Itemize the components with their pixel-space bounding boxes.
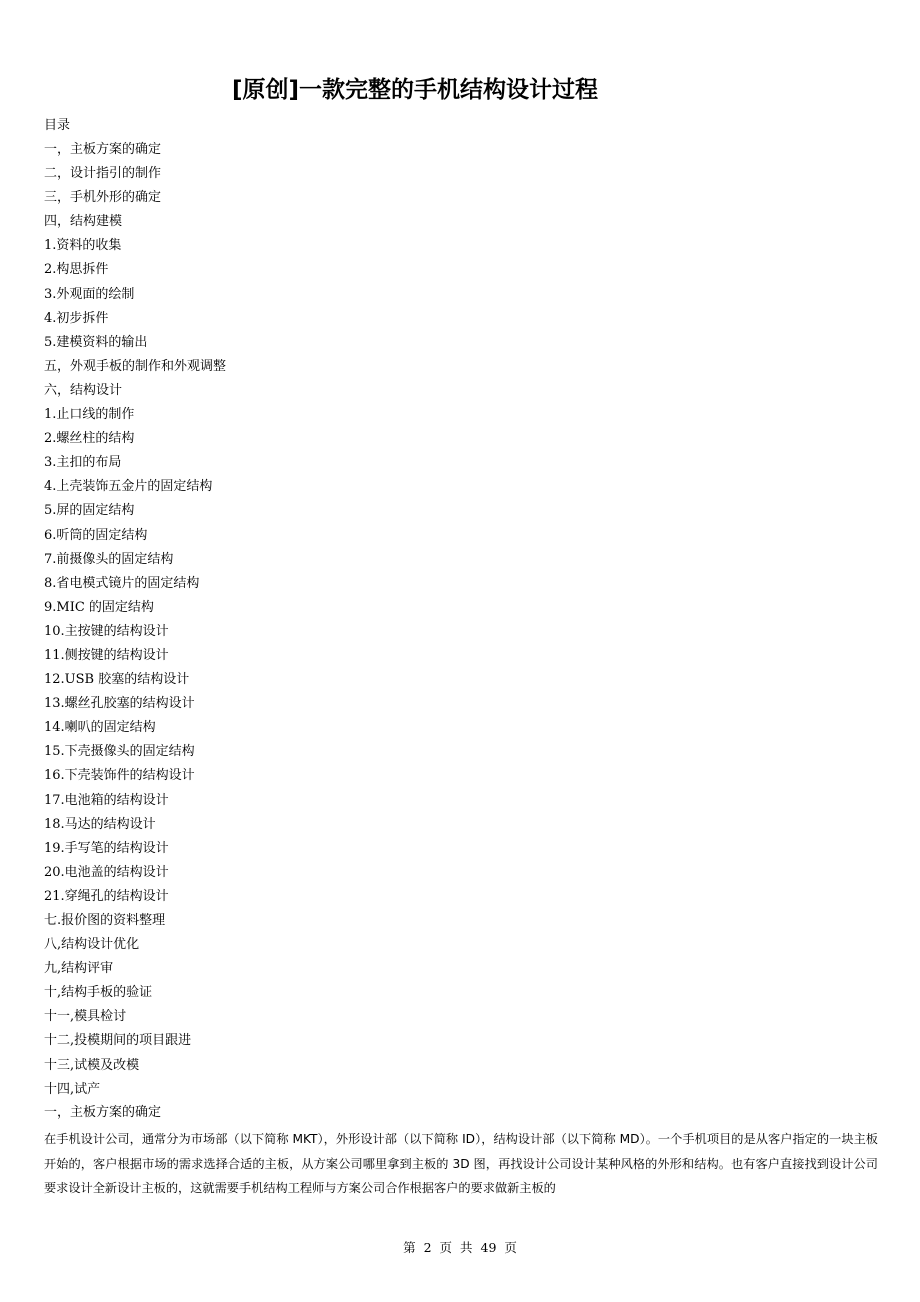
body-paragraph: 在手机设计公司，通常分为市场部（以下简称 MKT），外形设计部（以下简称 ID），结构设计部（以下简称 MD）。一个手机项目的是从客户指定的一块主板开始的，客户根据市场的需求选择合适的主板，从方案公司哪里拿到主板的 3D 图，再找设计公司设计某种风格的外形和结构。也有客户直接找到设计公司要求设计全新设计主板的，这就需要手机结构工程师与方案公司合作根据客户的要求做新主板的 bbox=[44, 1132, 878, 1195]
toc-item: 2.螺丝柱的结构 bbox=[44, 431, 135, 447]
toc-item: 16.下壳装饰件的结构设计 bbox=[44, 768, 195, 784]
toc-item: 17.电池箱的结构设计 bbox=[44, 792, 169, 808]
toc-item: 一，主板方案的确定 bbox=[44, 142, 162, 157]
toc-item: 11.侧按键的结构设计 bbox=[44, 647, 169, 663]
toc-item: 1.资料的收集 bbox=[44, 238, 122, 254]
toc-item: 7.前摄像头的固定结构 bbox=[44, 551, 174, 567]
toc-item: 六，结构设计 bbox=[44, 382, 123, 398]
toc-item: 13.螺丝孔胶塞的结构设计 bbox=[44, 696, 195, 712]
toc-heading: 目录 bbox=[44, 118, 71, 133]
toc-item: 3.外观面的绘制 bbox=[44, 286, 135, 302]
toc-item: 1.止口线的制作 bbox=[44, 407, 135, 423]
toc-item: 21.穿绳孔的结构设计 bbox=[44, 888, 169, 904]
toc-item: 八,结构设计优化 bbox=[44, 937, 140, 953]
toc-item: 十,结构手板的验证 bbox=[44, 985, 153, 1001]
toc-item: 五，外观手板的制作和外观调整 bbox=[44, 358, 227, 374]
section-heading: 一，主板方案的确定 bbox=[44, 1105, 162, 1120]
toc-item: 三，手机外形的确定 bbox=[44, 190, 162, 206]
toc-item: 十四,试产 bbox=[44, 1081, 101, 1097]
toc-item: 14.喇叭的固定结构 bbox=[44, 720, 156, 736]
table-of-contents bbox=[44, 140, 226, 1104]
toc-item: 20.电池盖的结构设计 bbox=[44, 864, 169, 880]
toc-item: 12.USB 胶塞的结构设计 bbox=[44, 672, 190, 688]
toc-item: 十一,模具检讨 bbox=[44, 1009, 127, 1025]
toc-item: 8.省电模式镜片的固定结构 bbox=[44, 575, 200, 591]
page-footer bbox=[0, 1238, 920, 1258]
toc-item: 9.MIC 的固定结构 bbox=[44, 599, 154, 615]
toc-item: 5.屏的固定结构 bbox=[44, 503, 135, 519]
footer-suffix: 页 bbox=[504, 1240, 517, 1255]
toc-item: 3.主扣的布局 bbox=[44, 455, 122, 471]
footer-current-page: 2 bbox=[423, 1240, 432, 1255]
footer-page-label: 页 bbox=[439, 1240, 453, 1255]
toc-item: 4.上壳装饰五金片的固定结构 bbox=[44, 479, 213, 495]
toc-item: 19.手写笔的结构设计 bbox=[44, 840, 169, 856]
toc-item: 2.构思拆件 bbox=[44, 262, 109, 278]
toc-item: 6.听筒的固定结构 bbox=[44, 527, 148, 543]
footer-prefix: 第 bbox=[403, 1240, 416, 1255]
footer-total-pages: 49 bbox=[480, 1240, 497, 1255]
toc-item: 10.主按键的结构设计 bbox=[44, 623, 169, 639]
document-title: [原创]一款完整的手机结构设计过程 bbox=[231, 77, 599, 103]
footer-total-label: 共 bbox=[460, 1240, 473, 1255]
toc-item: 七.报价图的资料整理 bbox=[44, 913, 166, 928]
toc-item: 九,结构评审 bbox=[44, 961, 114, 977]
toc-item: 15.下壳摄像头的固定结构 bbox=[44, 744, 195, 760]
toc-item: 4.初步拆件 bbox=[44, 310, 109, 326]
toc-item: 5.建模资料的输出 bbox=[44, 334, 148, 350]
toc-item: 二，设计指引的制作 bbox=[44, 166, 162, 182]
toc-item: 18.马达的结构设计 bbox=[44, 816, 156, 832]
toc-item: 四，结构建模 bbox=[44, 214, 123, 230]
toc-item: 十三,试模及改模 bbox=[44, 1057, 140, 1073]
toc-item: 十二,投模期间的项目跟进 bbox=[44, 1033, 192, 1049]
